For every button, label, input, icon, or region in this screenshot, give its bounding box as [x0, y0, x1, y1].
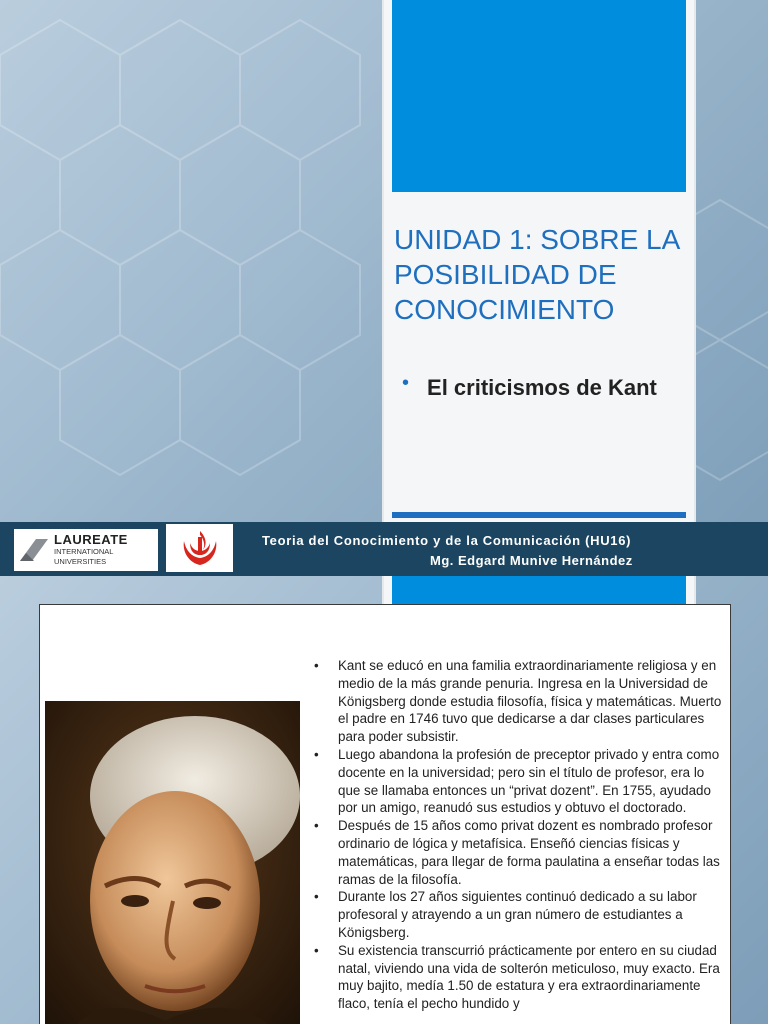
list-item: • Luego abandona la profesión de preceptor privado y entra como docente en la universidad; pero sin el título de profesor, era lo que se llamaba entonces un “privat dozent”. En 1755, ayudado por un amigo, reanudó sus estudios y obtuvo el doctorado. [312, 746, 722, 817]
list-item: • Después de 15 años como privat dozent es nombrado profesor ordinario de lógica y metafísica. Enseñó ciencias físicas y matemáticas, para llegar de forma paulatina a enseñar todas las ramas de la filosofía. [312, 817, 722, 888]
title-panel [382, 0, 696, 522]
laureate-sub1: INTERNATIONAL [54, 547, 114, 556]
subtitle-bullet [402, 372, 682, 404]
laureate-leaf-icon [14, 529, 54, 571]
top-panel [382, 576, 696, 606]
slide-title: UNIDAD 1: SOBRE LA POSIBILIDAD DE CONOCIMIENTO [394, 224, 679, 325]
accent-line [392, 512, 686, 518]
laureate-logo [14, 529, 158, 571]
upc-flame-icon [176, 527, 224, 569]
laureate-sub2: UNIVERSITIES [54, 557, 107, 566]
subtitle-text: El criticismos de Kant [427, 375, 657, 400]
list-item: • Durante los 27 años siguientes continuó dedicado a su labor profesoral y atrayendo a un gran número de estudiantes a Königsberg. [312, 888, 722, 941]
biography-list [312, 657, 722, 1013]
kant-portrait-image [45, 701, 300, 1024]
upc-logo [166, 524, 233, 572]
author-name: Mg. Edgard Munive Hernández [430, 553, 633, 568]
list-item: • Su existencia transcurrió prácticamente por entero en su ciudad natal, viviendo una vida de solterón meticuloso, muy exacto. Era muy bajito, medía 1.50 de estatura y era extraordinariamente flaco, tenía el pecho hundido y [312, 942, 722, 1013]
content-frame [39, 604, 731, 1024]
list-item: • Kant se educó en una familia extraordinariamente religiosa y en medio de la más grande penuria. Ingresa en la Universidad de Königsberg donde estudia filosofía, física y matemáticas. Muerto el padre en 1746 tuvo que dedicarse a dar clases particulares para poder subsistir. [312, 657, 722, 746]
bullet-icon: • [402, 372, 410, 394]
laureate-name: LAUREATE [54, 532, 128, 547]
accent-block [392, 0, 686, 192]
course-name: Teoria del Conocimiento y de la Comunicación (HU16) [262, 533, 632, 548]
biography-slide [0, 576, 768, 1024]
